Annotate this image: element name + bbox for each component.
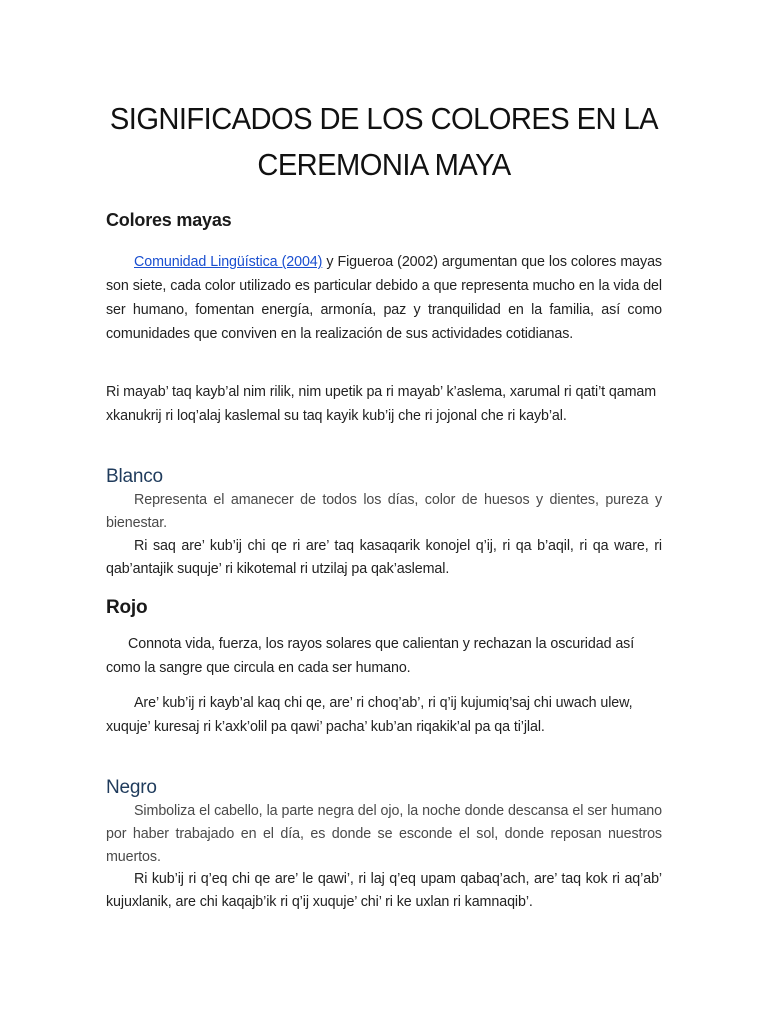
negro-kiche-paragraph	[106, 868, 662, 914]
citation-link[interactable]: Comunidad Lingüística (2004)	[134, 254, 323, 270]
blanco-kiche-paragraph	[106, 535, 662, 581]
document-title	[79, 96, 688, 188]
rojo-spanish-text: Connota vida, fuerza, los rayos solares que calientan y rechazan la oscuridad así como la sangre que circula en cada ser humano.	[106, 636, 635, 676]
section-heading-colores-mayas: Colores mayas	[106, 210, 232, 230]
rojo-kiche-paragraph	[106, 691, 662, 739]
rojo-spanish-paragraph	[106, 632, 662, 680]
blanco-kiche-text: Ri saq are’ kub’ij chi qe ri are’ taq kasaqarik konojel q’ij, ri qa b’aqil, ri qa ware, ri qab’antajik suquje’ ri kikotemal ri utzilaj pa qak’aslemal.	[106, 538, 662, 577]
intro-text: y Figueroa (2002) argumentan que los colores mayas son siete, cada color utilizado es particular debido a que representa mucho en la vida del ser humano, fomentan energía, armonía, paz y tranquilidad en la familia, así como comunidades que conviven en la realización de sus actividades cotidianas.	[106, 254, 662, 342]
intro-kiche-paragraph: Ri mayab’ taq kayb’al nim rilik, nim upetik pa ri mayab’ k’aslema, xarumal ri qati’t qamam xkanukrij ri loq’alaj kaslemal su taq kayik kub’ij che ri jojonal che ri kayb’al.	[106, 384, 657, 424]
document-title-line-1: SIGNIFICADOS DE LOS COLORES EN LA	[109, 101, 659, 136]
intro-paragraph	[106, 250, 662, 346]
negro-spanish-paragraph	[106, 800, 662, 869]
blanco-spanish-text: Representa el amanecer de todos los días, color de huesos y dientes, pureza y bienestar.	[106, 492, 662, 531]
blanco-spanish-paragraph	[106, 489, 662, 535]
negro-spanish-text: Simboliza el cabello, la parte negra del ojo, la noche donde descansa el ser humano por haber trabajado en el día, es donde se esconde el sol, donde reposan nuestros muertos.	[106, 803, 662, 865]
rojo-kiche-text: Are’ kub’ij ri kayb’al kaq chi qe, are’ ri choq’ab’, ri q’ij kujumiq’saj chi uwach ulew, xuquje’ kuresaj ri k’axk’olil pa qawi’ pacha’ kub’an riqakik’al pa qa ti’jlal.	[106, 695, 633, 735]
document-title-line-2: CEREMONIA MAYA	[257, 147, 511, 182]
heading-rojo: Rojo	[106, 597, 148, 618]
heading-blanco: Blanco	[106, 466, 163, 487]
negro-kiche-text: Ri kub’ij ri q’eq chi qe are’ le qawi’, ri laj q’eq upam qabaq’ach, are’ taq kok ri aq’ab’ kujuxlanik, are chi kaqajb’ik ri q’ij xuquje’ chi’ ri ke uxlan ri kamnaqib’.	[106, 871, 662, 910]
heading-negro: Negro	[106, 777, 157, 798]
